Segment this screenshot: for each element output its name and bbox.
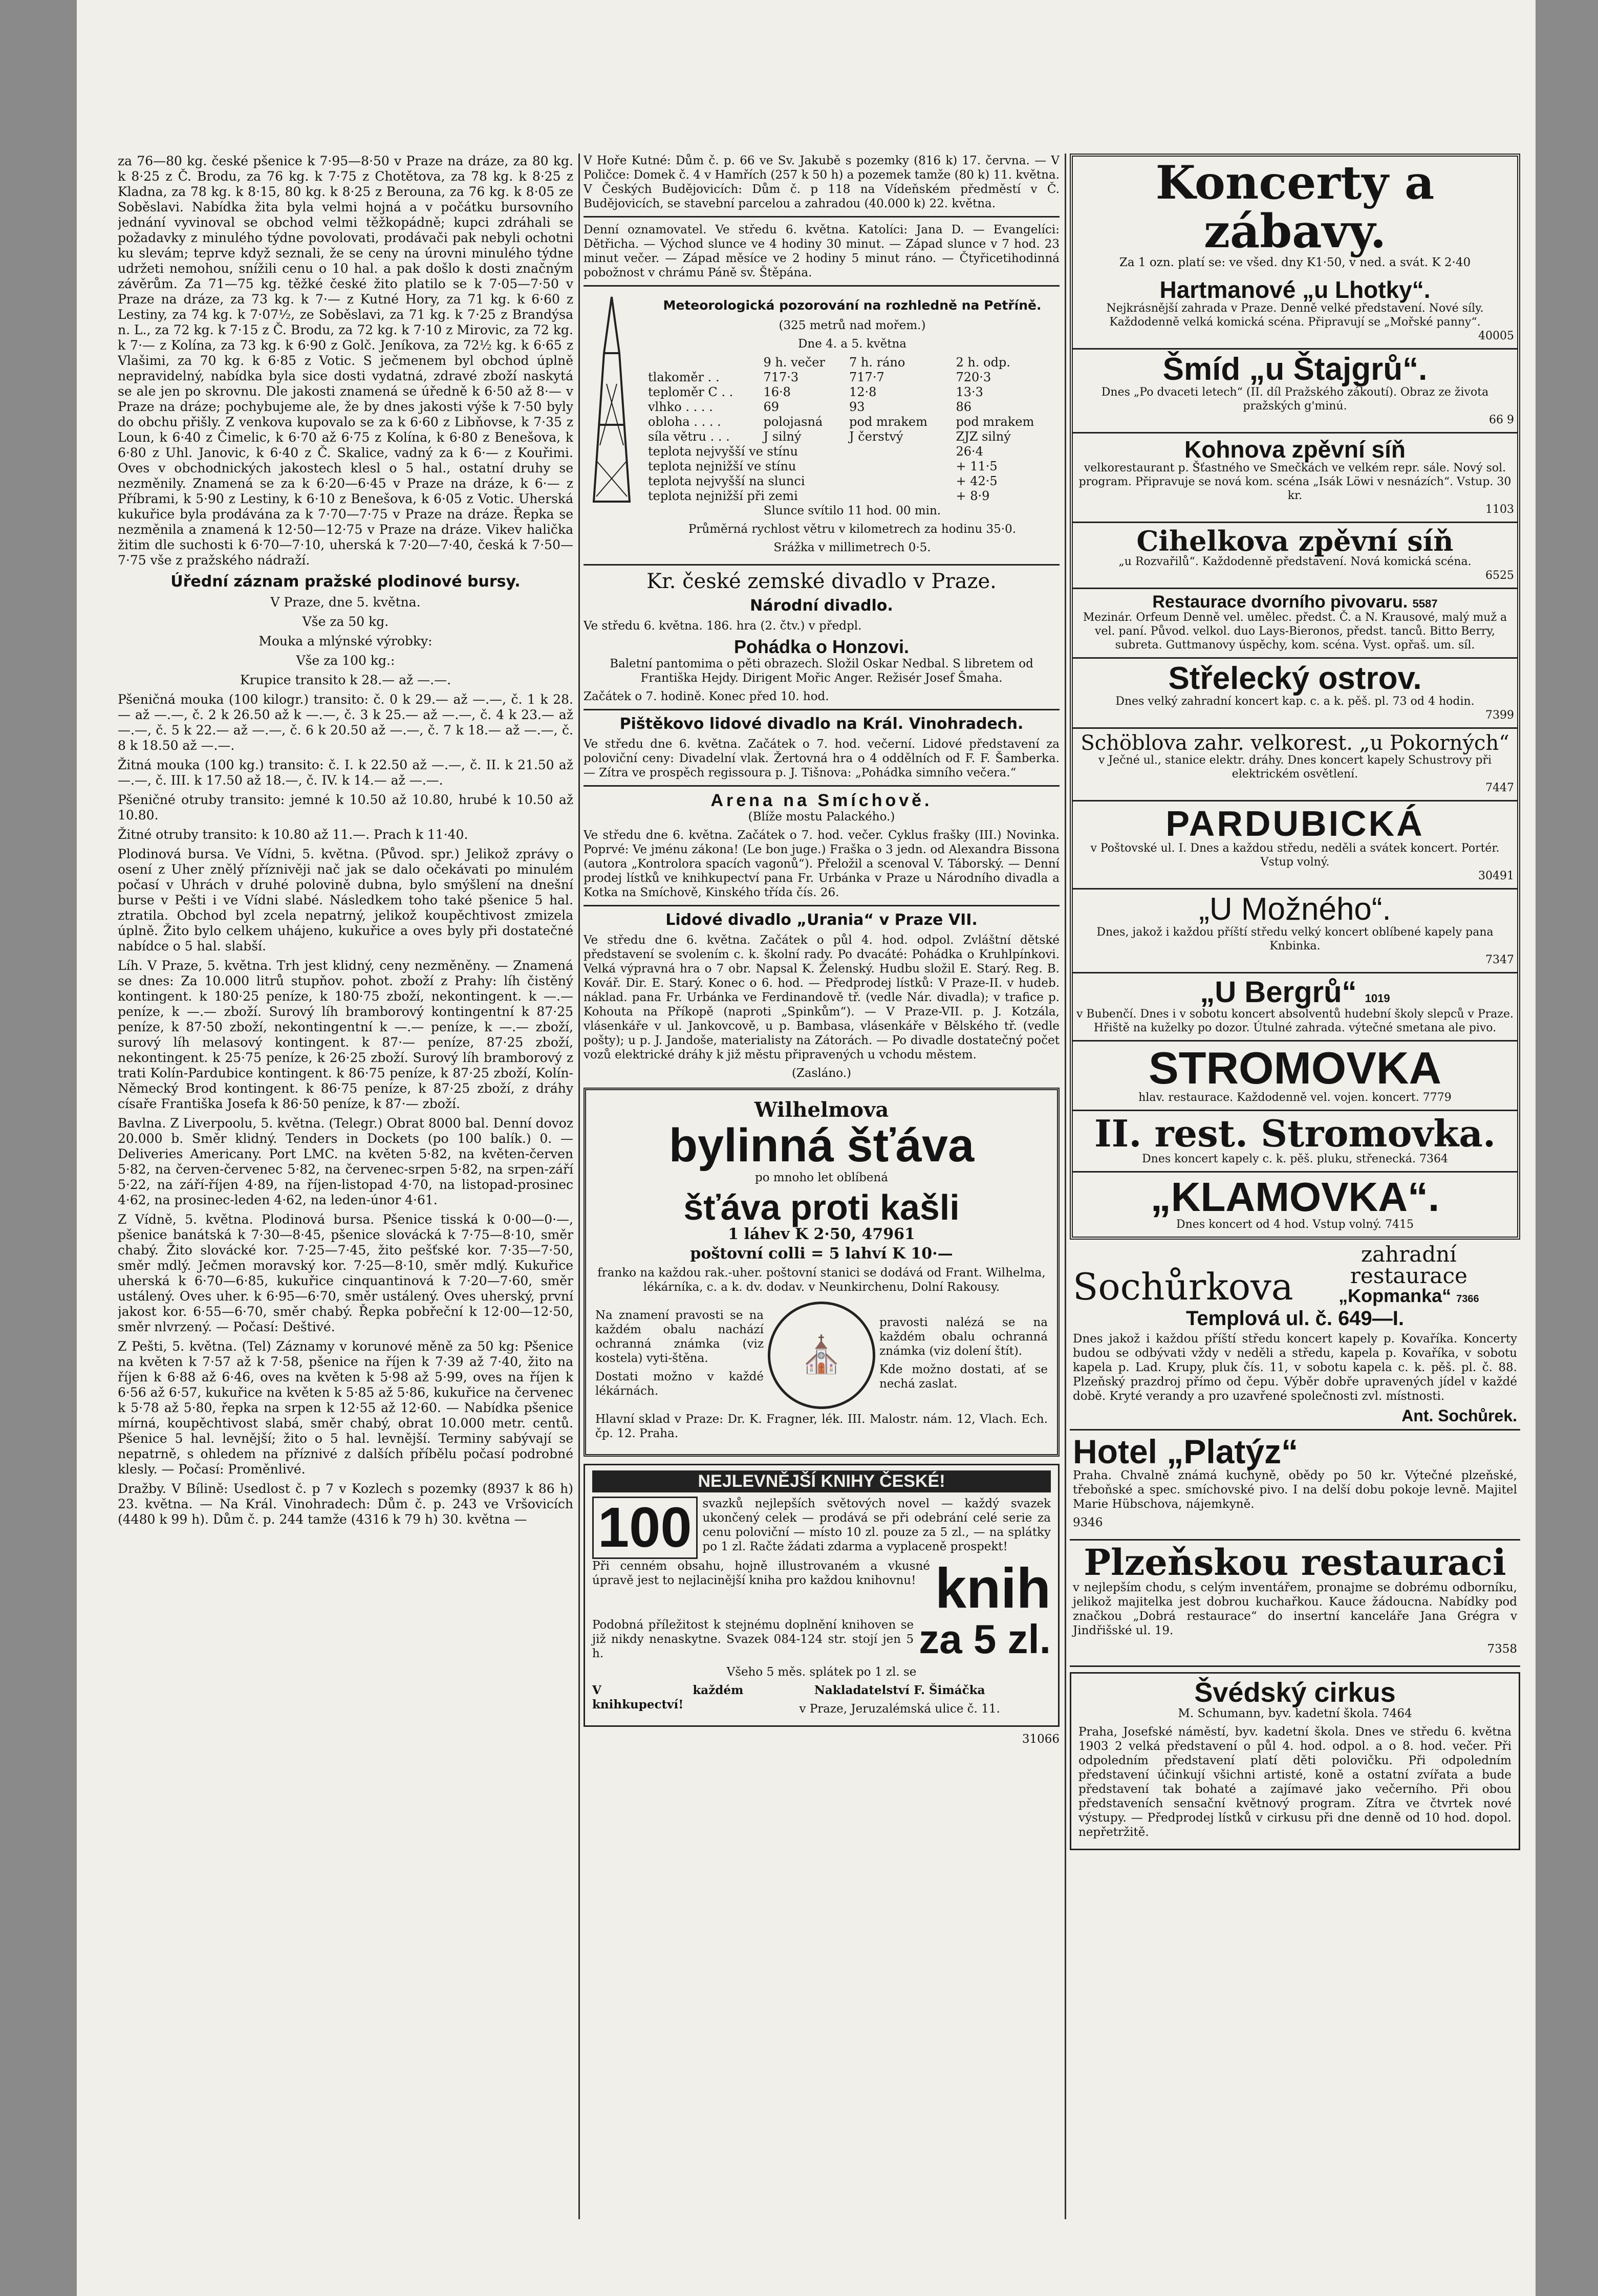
table-row: teplota nejnižší při zemi + 8·9	[648, 489, 990, 503]
meteo-table	[645, 355, 1060, 504]
books-address: v Praze, Jeruzalémská ulice č. 11.	[799, 1702, 1000, 1716]
ad-note-right: pravosti nalézá se na každém obalu ochranná známka (viz dolení štít).	[879, 1315, 1048, 1358]
meteo-wind: Průměrná rychlost větru v kilometrech za hodinu 35·0.	[688, 523, 1017, 536]
ad-text: Dnes „Po dvaceti letech“ (II. díl Pražského zákoutí). Obraz ze života pražských g'minú.	[1101, 386, 1489, 413]
ad-title: „U Možného“.	[1199, 892, 1391, 927]
ad-title: Švédský cirkus	[1194, 1677, 1396, 1708]
table-row: tlakoměr . . 717·3 717·7 720·3	[648, 370, 991, 384]
rye-flour-prices: Žitná mouka (100 kg.) transito: č. I. k 22.50 až —.—, č. II. k 21.50 až —.—, č. III. k 17.50 až 18.—, č. IV. k 14.— až —.—.	[118, 757, 573, 788]
zaslano-label: (Zasláno.)	[791, 1067, 852, 1080]
ad-pardubicka	[1073, 802, 1517, 890]
arena-title: Arena na Smíchově.	[710, 790, 933, 810]
ad-note-left-2: Dostati možno v každé lékárnách.	[595, 1370, 764, 1398]
bourse-line: Vše za 50 kg.	[302, 614, 389, 629]
ad-title: Schöblova zahr. velkorest. „u Pokorných“	[1081, 731, 1509, 755]
ad-text: Dnes jakož i každou příští středu koncert kapely p. Kovaříka. Koncerty budou se odbývati vždy v neděli a středu, kapela p. Kovaříka, v sobotu kapela p. Lad. Krupy, pluk čís. 11, v sobotu kapela c. k. pěš. pl. č. 88. Plzeňský prazdroj přímo od čepu. Výběr dobře upravených jídel v každé době. Kryté verandy a pro uzavřené společnosti zvl. místnosti.	[1073, 1332, 1517, 1403]
ad-text: Mezinár. Orfeum Denně vel. umělec. předst. Č. a N. Krausové, malý muž a vel. paní. Původ. velkol. duo Lays-Bieronos, předst. tanců. Bitto Berry, subreta. Guttmanovy úspěchy, kom. scéna. Vyst. opřaš. um. síl.	[1083, 611, 1507, 652]
ad-schobl	[1073, 729, 1517, 802]
table-header: 2 h. odp.	[956, 355, 1010, 370]
column-rule	[578, 154, 580, 2219]
ad-title: Cihelkova zpěvní síň	[1136, 525, 1454, 557]
meteo-subtitle: (325 metrů nad mořem.)	[779, 319, 926, 332]
pistek-theatre-text: Ve středu dne 6. května. Začátek o 7. hod. večerní. Lidové představení za poloviční ceny: Divadelní vlak. Žertovná hra o 4 oddělních od F. F. Šamberka. — Zítra ve prospěch regissoura p. J. Tišnova: „Pohádka simního večera.“	[584, 737, 1060, 779]
ad-note-right-2: Kde možno dostati, ať se nechá zaslat.	[879, 1362, 1048, 1391]
divider	[584, 285, 1060, 287]
wheat-flour-prices: Pšeničná mouka (100 kilogr.) transito: č. 0 k 29.— až —.—, č. 1 k 28.— až —.—, č. 2 k 26.50 až k —.—, č. 3 k 25.— až —.—, č. 4 k 23.— až —.—, č. 5 k 22.— až —.—, č. 6 k 20.50 až —.—, č. 7 k 18.— až —.—, č. 8 k 18.50 až —.—.	[118, 692, 573, 753]
divider	[584, 709, 1060, 710]
divider	[584, 564, 1060, 566]
ad-hotel-platyz	[1070, 1431, 1520, 1541]
books-publisher: Nakladatelství F. Šimáčka	[814, 1683, 985, 1698]
books-word: knih	[935, 1556, 1051, 1620]
ad-title: PARDUBICKÁ	[1165, 804, 1424, 843]
theatre-times: Začátek o 7. hodině. Konec před 10. hod.	[584, 689, 829, 703]
ad-number: 7779	[1422, 1091, 1452, 1104]
ad-text: v Ječné ul., stanice elektr. dráhy. Dnes koncert kapely Schustrovy při elektrickém osvětlení.	[1098, 754, 1492, 781]
ad-owner: M. Schumann, byv. kadetní škola.	[1178, 1707, 1378, 1720]
divider	[584, 785, 1060, 787]
ad-stromovka	[1073, 1042, 1517, 1111]
ad-number: 9346	[1073, 1516, 1103, 1529]
ad-stromovka-2	[1073, 1111, 1517, 1173]
bourse-line: Vše za 100 kg.:	[296, 653, 395, 668]
ad-klamovka	[1073, 1173, 1517, 1237]
arena-subtitle: (Blíže mostu Palackého.)	[748, 810, 895, 824]
ad-headline-2: šťáva proti kašli	[683, 1187, 960, 1228]
arena-text: Ve středu dne 6. května. Začátek o 7. hod. večer. Cyklus frašky (III.) Novinka. Poprvé: Ve jménu zákona! (Le bon juge.) Fraška o 3 jedn. od Alexandra Bissona (autora „Kontrolora spacích vagonů“). Přeložil a scenoval V. Táborský. — Denní prodej lístků ve knihkupectví pana Fr. Urbánka v Praze u Národního divadla a Kotka na Smíchově, Kinského třída čís. 26.	[584, 829, 1060, 900]
ad-text: hlav. restaurace. Každodenně vel. vojen. koncert.	[1138, 1091, 1419, 1104]
bourse-heading: Úřední záznam pražské plodinové bursy.	[170, 573, 521, 591]
ad-text: Dnes koncert od 4 hod. Vstup volný.	[1176, 1218, 1381, 1231]
ad-number: 47961	[861, 1225, 915, 1243]
column-market-reports	[118, 154, 573, 2219]
ad-title: „KLAMOVKA“.	[1150, 1174, 1440, 1220]
ad-number: 5587	[1412, 597, 1438, 610]
ad-title: Sochůrkova	[1073, 1265, 1293, 1308]
table-row: teplota nejnižší ve stínu + 11·5	[648, 459, 998, 473]
ad-price: 1 láhev K 2·50,	[728, 1225, 857, 1243]
ad-bergr	[1073, 973, 1517, 1042]
ad-note-left: Na znamení pravosti se na každém obalu nachází ochranná známka (viz kostela) vyti-štěna.	[595, 1308, 764, 1365]
meteo-rain: Srážka v millimetrech 0·5.	[773, 541, 931, 554]
ad-strelecky	[1073, 659, 1517, 729]
vienna-bourse-report: Plodinová bursa. Ve Vídni, 5. května. (Původ. spr.) Jelikož zprávy o osení z Uher znělý příznivěji nač jak se dalo očekávati po minulém počasí v Uhrách v druhé polovině dubna, bylo smýšlení na dnešní burse v Pešti i ve Vídni slabé. Následkem toho také pšenice 5 hal. ztratila. Obchod byl zcela nepatrný, jelikož koupěchtivost zmizela úplně. Žito bylo celkem uhájeno, kukuřice a oves byly při dostatečné nabídce o 5 hal. slabší.	[118, 847, 573, 954]
meteo-sun: Slunce svítilo 11 hod. 00 min.	[763, 504, 941, 517]
grain-market-report: za 76—80 kg. české pšenice k 7·95—8·50 v Praze na dráze, za 80 kg. k 8·25 z Č. Brodu, za 76 kg. k 7·75 z Chotětova, za 78 kg. k 8·25 z Kladna, za 78 kg. k 8·15, 80 kg. k 8·25 z Berouna, za 76 kg. k 8·05 ze Soběslavi. Nabídka žita byla velmi hojná a v počátku bursovního jednání vyvinoval se obchod velmi těžkopádně; kupci zdráhali se požadavky z minulého týdne povolovati, prodávači pak nebyli ochotni ku slevám; teprve když seznali, že se ceny na úrovni minulého týdne udržeti nemohou, snížili cenu o 10 hal. a pak došlo k dosti značným závěrům. Za 71—75 kg. těžké české žito platilo se k 7·05—7·50 v Praze na dráze, za 73 kg. k 7·— z Kutné Hory, za 71 kg. k 6·60 z Lestiny, za 74 kg. k 7·07½, ze Soběslavi, za 71 kg. k 7·25 z Brandýsa n. L., za 72 kg. k 7·15 z Č. Brodu, za 72 kg. k 7·10 z Mirovic, za 72 kg. k 7·— z Kolína, za 73 kg. k 6·90 z Golč. Jeníkova, za 72½ kg. k 6·65 z Vlašimi, za 70 kg. k 6·85 z Votic. S ječmenem byl obchod úplně nepravidelný, nabídka byla sice dosti vydatná, zdravé zboží naskytá se ale jen po skrovnu. Dle jakosti znamená se úředně k 6·50 až 8·— v Praze na dráze; pochybujeme ale, že by dnes jakosti výše k 7·50 byly do obchu přišly. Z venkova kupovalo se za k 6·60 z Libňovse, k 7·35 z Loun, k 6·40 z Čimelic, k 6·70 až 6·75 z Kolína, k 6·80 z Benešova, k 6·80 z Uhl. Janovic, k 6·40 z Č. Skalice, vadný za k 6·— z Kouřimi. Oves v obchodnických jakostech klesl o 5 hal., ostatní druhy se nezměnily. Znamená se za k 6·20—6·45 v Praze na dráze, k 6·— z Příbrami, k 5·90 z Lestiny, k 6·10 z Benešova, k 6·05 z Votic. Uherská kukuřice byla prodávána za k 7·70—7·75 v Praze na dráze. Řepka se nezměnila a znamená k 12·50—12·75 v Praze na dráze. Vikev halička žitim dle suchosti k 6·70—7·10, uherská k 7·20—7·40, česká k 7·50—7·75 vše z pražského nádraží.	[118, 154, 573, 568]
ad-title: Restaurace dvorního pivovaru.	[1152, 592, 1408, 612]
ad-text: v Bubenčí. Dnes i v sobotu koncert absolventů hudební školy slepců v Praze. Hřiště na kuželky po dozor. Útulné zahrada. výtečné smetana ale pivo.	[1076, 1008, 1514, 1034]
theatre-subtitle: Národní divadlo.	[750, 597, 893, 615]
ad-text: „u Rozvařilů“. Každodenně představení. Nová komická scéna.	[1118, 555, 1472, 568]
bourse-line: Mouka a mlýnské výrobky:	[258, 634, 433, 648]
cotton-report: Bavlna. Z Liverpoolu, 5. května. (Telegr.) Obrat 8000 bal. Denní dovoz 20.000 b. Směr klidný. Tenders in Dockets (po 100 balík.) 0. — Deliveries Americany. Port LMC. na květen 5·82, na květen-červen 5·82, na červen-červenec 5·82, na červenec-srpen 5·82, na srpen-září 5·22, na září-říjen 4·89, na říjen-listopad 4·70, na listopad-prosinec 4·62, na prosinec-leden 4·62, na leden-únor 4·61.	[118, 1116, 573, 1207]
ad-title: Hartmanové „u Lhotky“.	[1159, 276, 1431, 303]
ad-title: STROMOVKA	[1149, 1043, 1441, 1093]
ad-street: Templová ul. č. 649—I.	[1185, 1307, 1405, 1330]
ad-title: Hotel „Platýz“	[1073, 1433, 1299, 1470]
ad-swedish-circus	[1070, 1672, 1520, 1850]
ad-number: 7447	[1485, 782, 1514, 794]
ad-cihelka	[1073, 523, 1517, 589]
books-banner: NEJLEVNĚJŠÍ KNIHY ČESKÉ!	[592, 1470, 1051, 1493]
ad-text: v Poštovské ul. I. Dnes a každou středu, neděli a svátek koncert. Portér. Vstup volný.	[1090, 842, 1500, 869]
bourse-date: V Praze, dne 5. května.	[270, 595, 421, 610]
ad-text: Dnes koncert kapely c. k. pěš. pluku, střenecká.	[1142, 1153, 1416, 1165]
petrin-tower-icon	[584, 292, 640, 507]
auctions-continued: V Hoře Kutné: Dům č. p. 66 ve Sv. Jakubě s pozemky (816 k) 17. června. — V Poličce: Domek č. 4 v Hamřích (257 k 50 h) a pozemek tamže (80 k) 11. května. V Českých Budějovicích: Dům č. p 118 na Vídeňském předměstí v Č. Budějovicích, se stavební parcelou a zahradou (40.000 k) 22. května.	[584, 154, 1060, 210]
ad-number: 1103	[1485, 503, 1514, 516]
column-entertainment-ads	[1070, 154, 1520, 2219]
concerts-frame	[1070, 154, 1520, 1240]
concerts-pricing: Za 1 ozn. platí se: ve všed. dny K1·50, v ned. a svát. K 2·40	[1119, 256, 1471, 269]
ad-tagline: po mnoho let oblíbená	[755, 1171, 888, 1185]
ad-post: poštovní colli = 5 lahví K 10·—	[690, 1244, 953, 1263]
books-text-2: Při cenném obsahu, hojně illustrovaném a vkusné úpravě jest to nejlacinější kniha pro každou knihovnu!	[592, 1559, 930, 1587]
ad-title: Šmíd „u Štajgrů“.	[1162, 352, 1428, 387]
ad-brand: Wilhelmova	[754, 1098, 889, 1122]
ad-mozny	[1073, 890, 1517, 973]
church-seal-icon: ⛪	[768, 1302, 875, 1409]
tower-illustration	[584, 292, 640, 559]
table-row: síla větru . . . J silný J čerstvý ZJZ silný	[648, 429, 1011, 444]
ad-text: Praha, Josefské náměstí, byv. kadetní škola. Dnes ve středu 6. května 1903 2 velká představení o půl 4. hod. odpol. a o 8. hod. večer. Při odpoledním představení platí děti polovičku. Při odpoledním představení účinkují všichni artisté, koně a ostatní zvířata a bude představení tak bohaté a zajímavé jako večerního. Při obou představeních sensační květnový program. Zítra ve čtvrtek nové výstupy. — Předprodej lístků v cirkusu při dne denně od 10 hod. dopol. nepřetržitě.	[1078, 1725, 1511, 1839]
table-row: teploměr C . . 16·8 12·8 13·3	[648, 385, 983, 399]
urania-text: Ve středu dne 6. května. Začátek o půl 4. hod. odpol. Zvláštní dětské představení se svolením c. k. školní rady. Po dvacáté: Pohádka o Kruhlpínkovi. Velká výpravná hra o 7 obr. Napsal K. Želenský. Hudbu složil E. Starý. Reg. B. Kovář. Dir. E. Starý. Konec o 6. hod. — Předprodej lístků: V Praze-II. v hudeb. náklad. pana Fr. Urbánka ve Ferdinandově tř. (vedle Nár. divadla); v trafice p. Kohouta na Příkopě (naproti „Spinkům“). — V Praze-VII. p. J. Kotzála, vlásenkáře v ul. Jankovcově, u p. Bambasa, vlásenkáře v Bělského tř. (vedle pošty); u p. J. Jandoše, materialisty na Zátorách. — Po divadle dostatečný počet vozů elektrické dráhy k již městu připravených u vchodu městem.	[584, 934, 1060, 1062]
pest-report: Z Pešti, 5. května. (Tel) Záznamy v korunové měně za 50 kg: Pšenice na květen k 7·57 až k 7·58, pšenice na říjen k 7·39 až 7·40, žito na říjen k 6·88 až 6·46, oves na květen k 5·98 až 5·99, oves na říjen k 6·56 až 6·57, kukuřice na květen k 5·85 až 5·86, kukuřice na červenec k 5·78 až 5·80, řepka na srpen k 12·55 až 12·60. — Nabídka pšenice mírná, koupěchtivost slabá, směr chabý, obrat 10.000 metr. centů. Pšenice 5 hal. levnější; žito o 5 hal. levnější. Terminy sabývají se nepatrně, s ohledem na příznivé z dalších příbělu počasí podrobné klesly. — Počasí: Proměnlivé.	[118, 1339, 573, 1477]
books-shops: V každém knihkupectví!	[592, 1683, 744, 1712]
books-text: svazků nejlepších světových novel — každý svazek ukončený celek — prodává se při odebrání celé serie za cenu poloviční — místo 10 zl. pouze za 5 zl., — na splátky po 1 zl. Račte žádati zdarma a vyplaceně prospekt!	[702, 1497, 1051, 1554]
books-advertisement	[584, 1464, 1060, 1727]
ad-plzen-restaurant	[1070, 1541, 1520, 1667]
ad-number: 40005	[1478, 330, 1514, 342]
meteo-dates: Dne 4. a 5. května	[797, 337, 907, 351]
ad-number: 7415	[1385, 1218, 1414, 1231]
bourse-line: Krupice transito k 28.— až —.—.	[240, 673, 451, 687]
books-installments: Všeho 5 měs. splátek po 1 zl. se	[726, 1665, 917, 1679]
auctions-report: Dražby. V Bílině: Usedlost č. p 7 v Kozlech s pozemky (8937 k 86 h) 23. května. — Na Král. Vinohradech: Dům č. p. 243 ve Vršovicích (4480 k 99 h). Dům č. p. 244 tamže (4316 k 79 h) 30. května —	[118, 1481, 573, 1527]
table-row	[645, 355, 1060, 370]
ad-text: Dnes, jakož i každou příští středu velký koncert oblíbené kapely pana Knbinka.	[1096, 926, 1494, 952]
rye-bran-prices: Žitné otruby transito: k 10.80 až 11.—. Prach k 11·40.	[118, 827, 468, 842]
ad-number: 66 9	[1489, 414, 1514, 426]
meteo-title: Meteorologická pozorování na rozhledně na Petříně.	[663, 298, 1042, 313]
daily-calendar: Denní oznamovatel. Ve středu 6. května. Katolíci: Jana D. — Evangelíci: Dětřicha. — Východ slunce ve 4 hodiny 30 minut. — Západ slunce v 7 hod. 23 minut večer. — Západ měsíce ve 2 hodiny 5 minut ráno. — Čtyřicetihodinná pobožnost v chrámu Páně sv. Štěpána.	[584, 223, 1060, 279]
theatre-date: Ve středu 6. května. 186. hra (2. čtv.) v předpl.	[584, 619, 862, 633]
books-price: za 5 zl.	[919, 1616, 1051, 1662]
ad-subtitle: zahradní restaurace	[1350, 1242, 1467, 1288]
table-header: 9 h. večer	[763, 355, 825, 370]
ad-text: v nejlepším chodu, s celým inventářem, pronajme se dobrému odborníku, jelikož majitelka jest dobrou kuchařkou. Kauce žádoucna. Nabídky pod značkou „Dobrá restaurace“ do insertní kanceláře Jana Grégra v Jindřišské ul. 19.	[1073, 1581, 1517, 1637]
table-row: vlhko . . . . 69 93 86	[648, 400, 972, 414]
wheat-bran-prices: Pšeničné otruby transito: jemné k 10.50 až 10.80, hrubé k 10.50 až 10.80.	[118, 792, 573, 822]
ad-signature: Ant. Sochůrek.	[1401, 1406, 1517, 1425]
books-count: 100	[592, 1497, 698, 1559]
ad-supplier: franko na každou rak.-uher. poštovní stanici se dodává od Frant. Wilhelma, lékárníka, c. a k. dv. dodav. v Neunkirchenu, Dolní Rakousy.	[597, 1266, 1046, 1294]
ad-number: 6525	[1485, 569, 1514, 582]
ad-text: Dnes velký zahradní koncert kap. c. a k. pěš. pl. 73 od 4 hodin.	[1115, 695, 1475, 708]
pistek-theatre-title: Pištěkovo lidové divadlo na Král. Vinohradech.	[619, 714, 1024, 733]
table-header: 7 h. ráno	[849, 355, 905, 370]
column-theatre-notices	[584, 154, 1060, 2219]
ad-kohnova	[1073, 434, 1517, 523]
ad-title: Kohnova zpěvní síň	[1184, 436, 1406, 463]
pharmacy-advertisement	[584, 1088, 1060, 1456]
ad-number: 7366	[1456, 1293, 1479, 1305]
newspaper-page	[77, 0, 1536, 2296]
concerts-heading: Koncerty a zábavy.	[1155, 156, 1435, 258]
meteo-section	[584, 292, 1060, 559]
ad-hartman	[1073, 274, 1517, 350]
ad-title: „U Bergrů“	[1200, 976, 1357, 1009]
ad-store: Hlavní sklad v Praze: Dr. K. Fragner, lék. III. Malostr. nám. 12, Vlach. Ech. čp. 12. Praha.	[595, 1412, 1048, 1440]
ad-number: 1019	[1365, 992, 1390, 1005]
ad-title: II. rest. Stromovka.	[1094, 1112, 1496, 1155]
ad-number: 7358	[1487, 1642, 1517, 1656]
column-rule	[1065, 154, 1066, 2219]
ad-title: Střelecký ostrov.	[1168, 661, 1422, 696]
ad-text: Nejkrásnější zahrada v Praze. Denně velké představení. Nové síly. Každodenně velká komická scéna. Připravují se „Mořské panny“.	[1106, 302, 1484, 329]
table-row: oblohа . . . . polojasná pod mrakem pod mrakem	[648, 415, 1034, 429]
ad-headline: bylinná šťáva	[668, 1119, 975, 1172]
ad-text: velkorestaurant p. Šťastného ve Smečkách ve velkém repr. sále. Nový sol. program. Připravuje se nová kom. scéna „Isák Löwi v nesnázích“. Vstup. 30 kr.	[1078, 462, 1511, 502]
spirits-report: Líh. V Praze, 5. května. Trh jest klidný, ceny nezměněny. — Znamená se dnes: Za 10.000 litrů stupňov. pohot. zboží z Prahy: líh čistěný kontingent. k 180·25 peníze, k 180·75 zboží, nekontingent. k —.— peníze, k —.— zboží. Surový líh bramborový kontingentní k 87·25 peníze, k 87·50 zboží, nekontingentní k —.— peníze, k —.— zboží, surový líh melasový kontingent. k 87·— peníze, 87·25 zboží, nekontingent. k 25·75 peníze, k 26·25 zboží. Surový líh bramborový z trati Kolín-Pardubice kontingent. k 86·75 peníze, k 87·25 zboží, Kolín-Německý Brod kontingent. k 86·75 peníze, k 87·25 zboží, z dráhy císaře Františka Josefa k 86·50 peníze, k 87·— zboží.	[118, 958, 573, 1111]
urania-title: Lidové divadlo „Urania“ v Praze VII.	[665, 911, 978, 929]
ad-sochurek	[1070, 1240, 1520, 1431]
books-text-3: Podobná příležitost k stejnému doplnění knihoven se již nikdy nenaskytne. Svazek 084-124 str. stojí jen 5 h.	[592, 1618, 914, 1661]
ad-title: Plzeňskou restauraci	[1084, 1541, 1506, 1584]
ad-quote: „Kopmanka“	[1338, 1285, 1452, 1306]
ad-number: 7347	[1485, 954, 1514, 966]
theatre-description: Baletní pantomima o pěti obrazech. Složil Oskar Nedbal. S libretem od Františka Hejdy. Dirigent Mořic Anger. Režisér Josef Šmaha.	[610, 657, 1033, 685]
ad-number: 7364	[1419, 1153, 1448, 1165]
table-row: teplota nejvyšší na slunci + 42·5	[648, 474, 998, 488]
ad-number: 30491	[1478, 870, 1514, 882]
theatre-title: Kr. české zemské divadlo v Praze.	[646, 570, 997, 593]
table-row: teplota nejvyšší ve stínu 26·4	[648, 444, 983, 459]
ad-brewery	[1073, 589, 1517, 659]
books-code: 31066	[1022, 1732, 1060, 1746]
ad-number: 7399	[1485, 709, 1514, 722]
ad-smid	[1073, 350, 1517, 434]
ad-text: Praha. Chvalně známá kuchyně, obědy po 50 kr. Výtečné plzeňské, třeboňské a spec. smíchovské pivo. I na delší dobu pokoje levně. Majitel Marie Hübschova, nájemkyně.	[1073, 1469, 1517, 1511]
ad-number: 7464	[1382, 1707, 1412, 1720]
vienna-report: Z Vídně, 5. května. Plodinová bursa. Pšenice tisská k 0·00—0·—, pšenice banátská k 7·30—8·45, pšenice slovácká k 7·75—8·10, směr chabý. Žito slovácké kor. 7·25—7·45, žito pešťské kor. 7·35—7·50, směr mdlý. Ječmen moravský kor. 7·25—8·10, směr mdlý. Kukuřice uherská k 6·70—6·85, kukuřice cinquantinová k 7·20—7·60, směr ustálený. Oves uher. k 6·95—6·70, směr ustálený. Oves uherský, první jakost kor. 6·55—6·70, směr chabý. Řepka pobřeční k 12·00—12·50, směr nlvrzený. — Počasí: Deštivé.	[118, 1212, 573, 1334]
divider	[584, 216, 1060, 218]
divider	[584, 905, 1060, 906]
theatre-play: Pohádka o Honzovi.	[733, 636, 910, 657]
